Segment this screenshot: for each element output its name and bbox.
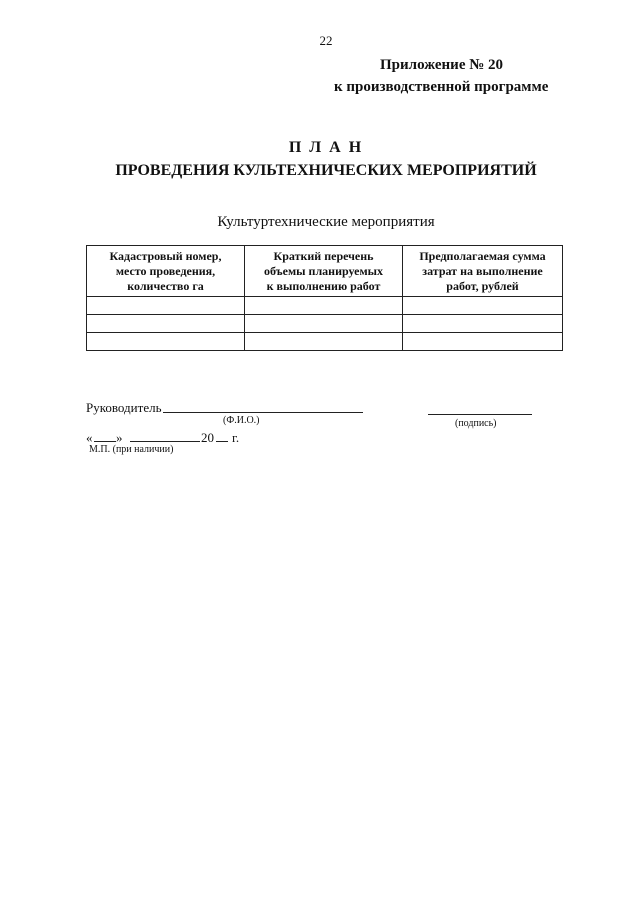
table-cell bbox=[245, 297, 403, 315]
activities-table bbox=[86, 245, 563, 351]
date-open-quote: « bbox=[86, 430, 93, 445]
table-cell bbox=[87, 333, 245, 351]
table-row bbox=[87, 333, 563, 351]
column-header-line: к выполнению работ bbox=[266, 278, 381, 293]
table-cell bbox=[403, 297, 563, 315]
head-name-line bbox=[163, 412, 363, 413]
plan-title: П Л А Н bbox=[288, 139, 364, 156]
date-close-quote: » bbox=[116, 430, 123, 445]
plan-subtitle: ПРОВЕДЕНИЯ КУЛЬТЕХНИЧЕСКИХ МЕРОПРИЯТИЙ bbox=[115, 162, 537, 179]
signature-line bbox=[428, 414, 532, 415]
table-row bbox=[87, 297, 563, 315]
column-header-line: Предполагаемая сумма bbox=[419, 248, 546, 263]
page-number: 22 bbox=[319, 33, 333, 48]
year-prefix: 20 bbox=[201, 430, 214, 445]
table-cell bbox=[403, 315, 563, 333]
column-header-works bbox=[245, 246, 403, 297]
column-header-line: затрат на выполнение bbox=[422, 263, 543, 278]
column-header-line: Краткий перечень bbox=[273, 248, 374, 263]
table-row bbox=[87, 315, 563, 333]
column-header-cost bbox=[403, 246, 563, 297]
table-cell bbox=[87, 297, 245, 315]
table-caption: Культуртехнические мероприятия bbox=[217, 214, 435, 230]
month-line bbox=[130, 441, 200, 442]
year-line bbox=[216, 441, 228, 442]
stamp-label: М.П. (при наличии) bbox=[89, 444, 174, 455]
column-header-line: Кадастровый номер, bbox=[109, 248, 222, 263]
table-cell bbox=[245, 333, 403, 351]
column-header-line: работ, рублей bbox=[446, 278, 519, 293]
table-cell bbox=[245, 315, 403, 333]
table-cell bbox=[403, 333, 563, 351]
appendix-subtitle: к производственной программе bbox=[334, 79, 549, 95]
table-cell bbox=[87, 315, 245, 333]
column-header-line: количество га bbox=[127, 278, 204, 293]
year-suffix: г. bbox=[232, 430, 240, 445]
column-header-cadastral bbox=[87, 246, 245, 297]
fio-label: (Ф.И.О.) bbox=[223, 415, 260, 426]
day-line bbox=[94, 441, 116, 442]
appendix-number: Приложение № 20 bbox=[380, 57, 504, 73]
column-header-line: объемы планируемых bbox=[263, 263, 384, 278]
head-label: Руководитель bbox=[86, 400, 162, 415]
signature-label: (подпись) bbox=[455, 418, 497, 429]
column-header-line: место проведения, bbox=[115, 263, 216, 278]
table-header-row bbox=[87, 246, 563, 297]
